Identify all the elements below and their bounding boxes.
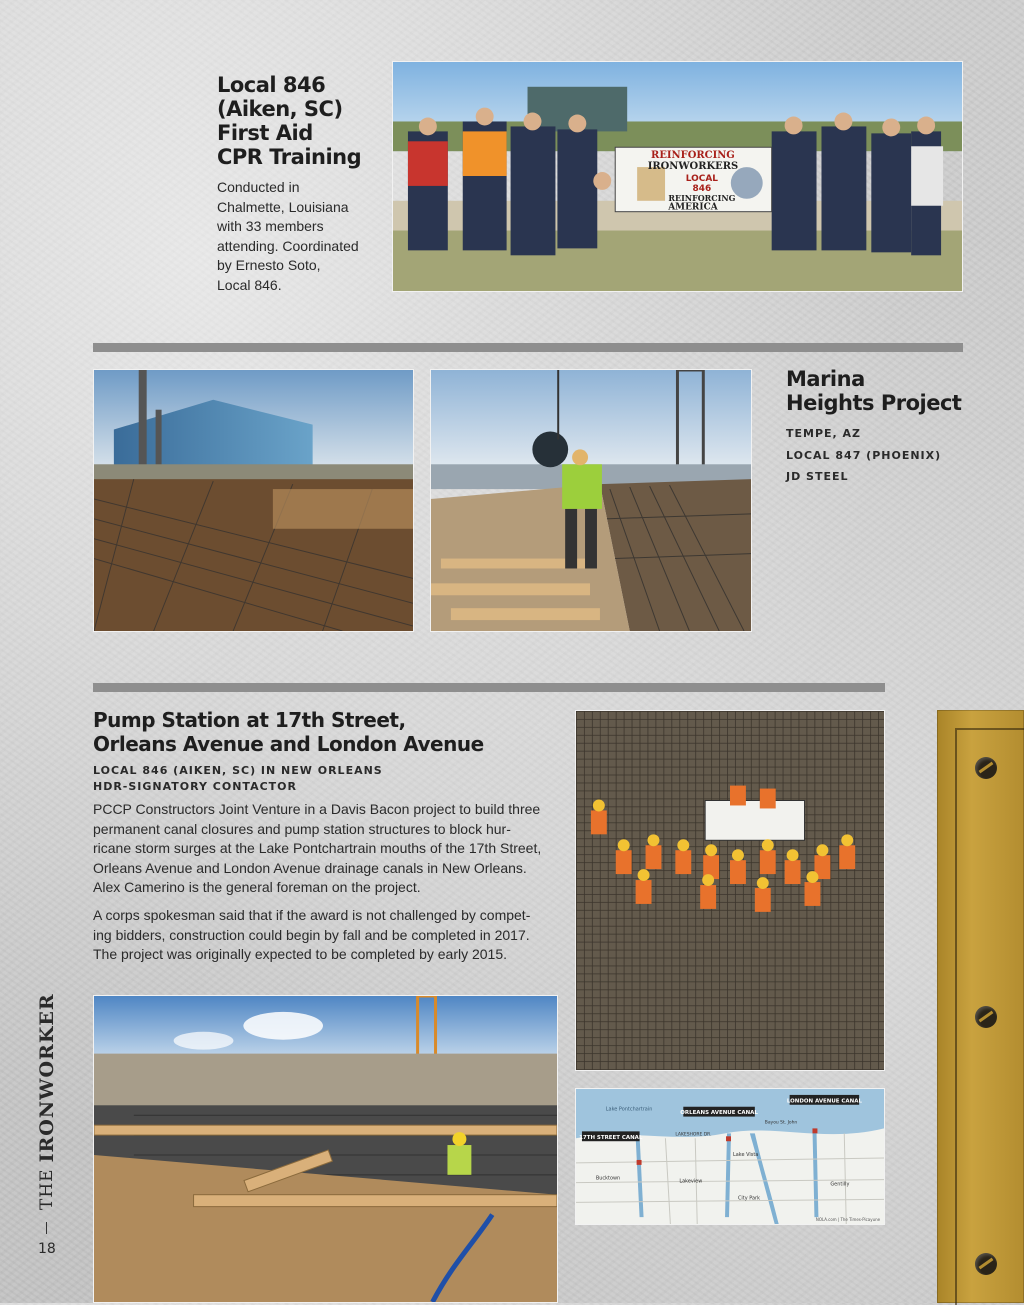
construction-photo-illustration — [94, 996, 557, 1302]
magazine-masthead — [30, 993, 64, 1210]
paragraph-line: Alex Camerino is the general foreman on the project. — [93, 879, 421, 896]
gold-side-panel — [937, 710, 1024, 1303]
banner-text: REINFORCING — [668, 193, 736, 203]
banner-text: AMERICA — [668, 202, 718, 213]
paragraph-line: ing bidders, construction could begin by fall and be completed in 2017. — [93, 926, 530, 943]
worker-photo-illustration — [431, 370, 751, 631]
map-pin-orleans — [726, 1136, 731, 1141]
caption-line: attending. Coordinated — [217, 237, 359, 254]
map-label-lakeview: Lakeview — [679, 1178, 703, 1185]
section1-title-line: Local 846 — [217, 73, 326, 97]
subtitle-line: LOCAL 846 (AIKEN, SC) IN NEW ORLEANS — [93, 764, 383, 777]
map-pin-london — [812, 1128, 817, 1133]
screw-icon — [975, 1006, 997, 1028]
marina-heights-photo-worker — [430, 369, 752, 632]
pump-station-construction-photo — [93, 995, 558, 1303]
masthead-the: THE — [37, 1168, 57, 1210]
section3-paragraph-1 — [93, 800, 563, 898]
canal-location-map — [575, 1088, 885, 1225]
subtitle-line: HDR-SIGNATORY CONTACTOR — [93, 780, 297, 793]
map-illustration — [576, 1089, 884, 1224]
paragraph-line: permanent canal closures and pump station structures to block hur- — [93, 820, 511, 837]
rebar-grid-group-photo — [575, 710, 885, 1071]
section2-title-line: Heights Project — [786, 391, 962, 416]
section2-details — [786, 423, 941, 488]
caption-line: with 33 members — [217, 218, 324, 235]
banner-text: REINFORCING — [651, 150, 735, 162]
paragraph-line: Orleans Avenue and London Avenue drainage canals in New Orleans. — [93, 859, 527, 876]
section2-title — [786, 367, 986, 415]
map-label-lake-vista: Lake Vista — [732, 1152, 759, 1158]
section2-title-line: Marina — [786, 367, 865, 391]
map-label-city-park: City Park — [737, 1195, 760, 1202]
caption-line: Chalmette, Louisiana — [217, 198, 349, 215]
section1-title — [217, 73, 387, 170]
building-photo-illustration — [94, 370, 413, 631]
screw-icon — [975, 1253, 997, 1275]
section3-title-line: Orleans Avenue and London Avenue — [93, 732, 484, 756]
section-divider — [93, 343, 963, 352]
detail-location: TEMPE, AZ — [786, 427, 862, 440]
section3-title — [93, 708, 563, 756]
marina-heights-photo-building — [93, 369, 414, 632]
screw-icon — [975, 757, 997, 779]
map-label-17th-canal: 17TH STREET CANAL — [579, 1134, 643, 1141]
rebar-photo-illustration — [576, 711, 884, 1070]
banner-text: IRONWORKERS — [647, 161, 739, 173]
group-photo-illustration — [393, 62, 962, 291]
map-label-orleans-canal: ORLEANS AVENUE CANAL — [680, 1110, 758, 1117]
page-number: 18 — [38, 1241, 56, 1257]
section1-title-line: First Aid — [217, 121, 313, 146]
map-label-london-canal: LONDON AVENUE CANAL — [786, 1098, 862, 1105]
map-label-gentilly: Gentilly — [830, 1181, 850, 1188]
detail-local: LOCAL 847 (PHOENIX) — [786, 448, 942, 462]
masthead-divider — [46, 1222, 47, 1234]
map-label-lakeshore: LAKESHORE DR. — [675, 1132, 712, 1138]
map-label-bucktown: Bucktown — [595, 1175, 621, 1182]
caption-line: by Ernesto Soto, — [217, 257, 321, 274]
paragraph-line: ricane storm surges at the Lake Pontchartrain mouths of the 17th Street, — [93, 840, 542, 857]
group-photo-cpr-training — [392, 61, 963, 292]
section1-caption — [217, 178, 387, 296]
detail-contractor: JD STEEL — [786, 470, 849, 483]
banner-text: LOCAL — [685, 173, 719, 184]
masthead-title: IRONWORKER — [36, 993, 58, 1163]
section1-title-line: (Aiken, SC) — [217, 97, 343, 122]
map-label-bayou: Bayou St. John — [764, 1120, 798, 1126]
caption-line: Conducted in — [217, 179, 300, 195]
paragraph-line: A corps spokesman said that if the award is not challenged by compet- — [93, 907, 531, 923]
map-credit: NOLA.com | The Times-Picayune — [815, 1217, 881, 1223]
map-label-lake: Lake Pontchartrain — [605, 1106, 653, 1113]
section1-title-line: CPR Training — [217, 145, 362, 170]
section3-title-line: Pump Station at 17th Street, — [93, 708, 406, 732]
caption-line: Local 846. — [217, 276, 282, 293]
paragraph-line: The project was originally expected to be completed by early 2015. — [93, 946, 508, 963]
section3-subtitle — [93, 763, 383, 795]
map-pin-17th — [637, 1160, 642, 1165]
banner-text: 846 — [692, 183, 712, 194]
section3-paragraph-2 — [93, 906, 563, 965]
paragraph-line: PCCP Constructors Joint Venture in a Davis Bacon project to build three — [93, 801, 541, 817]
section-divider — [93, 683, 885, 692]
